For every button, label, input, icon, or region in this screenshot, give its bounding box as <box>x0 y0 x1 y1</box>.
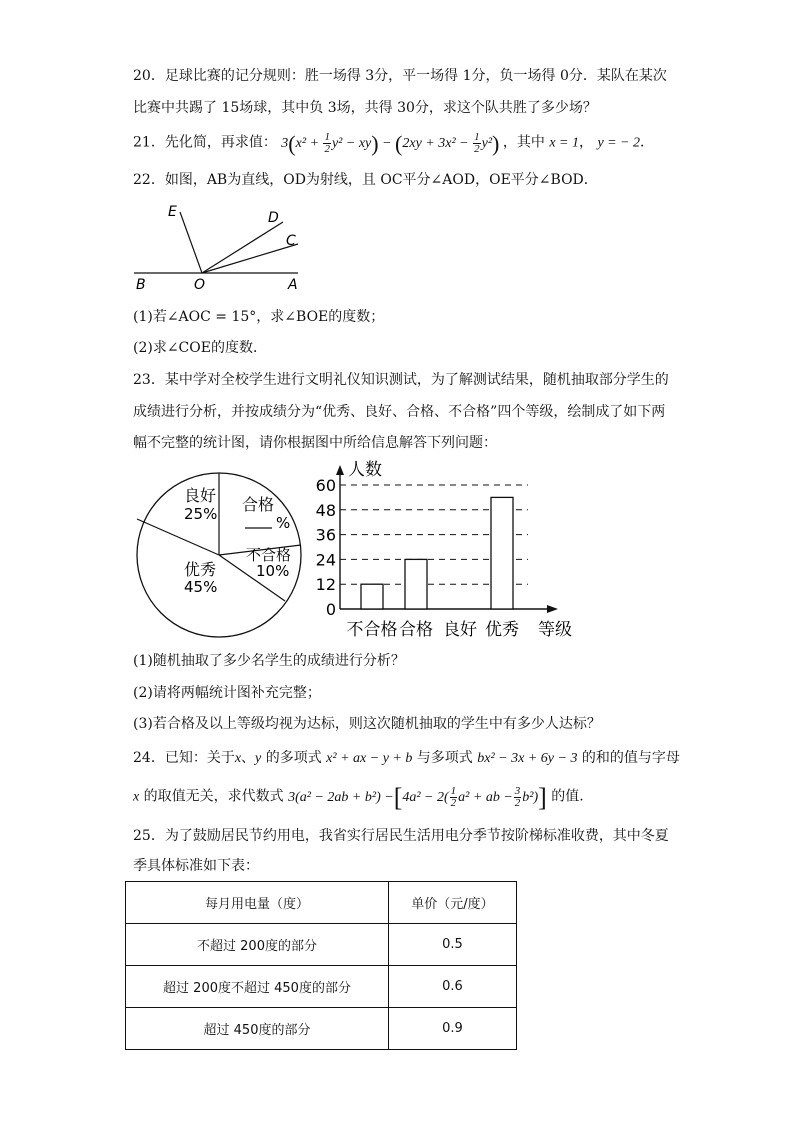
q23-bar-chart <box>315 455 580 645</box>
bar-chart-categories <box>347 620 520 640</box>
ray-oe <box>180 212 202 273</box>
table-cell-usage: 不超过 200度的部分 <box>126 924 389 966</box>
table-cell-price: 0.9 <box>389 1008 517 1050</box>
q24-text-d: 与多项式 <box>412 750 478 766</box>
label-o: O <box>194 277 206 293</box>
q23-sub2: (2)请将两幅统计图补充完整； <box>133 685 321 701</box>
q24-text-end: 的值. <box>546 788 584 805</box>
q21-term-c: 2xy + 3x² − <box>402 135 469 151</box>
ray-od <box>202 222 283 273</box>
label-d: D <box>268 210 279 226</box>
x-axis-arrow <box>547 605 558 613</box>
bar-chart-ticks <box>316 476 336 619</box>
q24-text-f: 的取值无关，求代数式 <box>139 788 289 805</box>
table-header-usage: 每月用电量（度） <box>126 882 389 924</box>
q22-sub1: (1)若∠AOC = 15°，求∠BOE的度数； <box>133 309 385 325</box>
label-e: E <box>168 204 177 220</box>
bar-0 <box>361 584 383 609</box>
x-category-label: 合格 <box>399 620 433 640</box>
pie-fail-pct: 10% <box>256 562 290 580</box>
q23-line3: 幅不完整的统计图，请你根据图中所给信息解答下列问题： <box>133 435 497 451</box>
q24-var-y: y <box>255 751 262 766</box>
y-tick-label: 36 <box>315 525 336 545</box>
q24-poly-2: bx² − 3x + 6y − 3 <box>477 751 578 766</box>
table-row <box>126 924 517 966</box>
q24-text-b: 、 <box>241 750 256 766</box>
q20-line1: 20．足球比赛的记分规则：胜一场得 3分，平一场得 1分，负一场得 0分．某队在某次 <box>133 68 667 84</box>
q20-line2: 比赛中共踢了 15场球，其中负 3场，共得 30分，求这个队共胜了多少场？ <box>133 100 597 116</box>
table-row <box>126 966 517 1008</box>
table-cell-usage: 超过 450度的部分 <box>126 1008 389 1050</box>
bar-3 <box>491 497 513 609</box>
q24-expression: 3(a² − 2ab + b²) −[4a² − 2( $\frac{1}{2}$ a² + ab − $\frac{3}{2}$ b²)] <box>288 782 547 812</box>
q21-frac-1: $\frac{1}{2}$ <box>324 131 330 155</box>
q24-text-a: 24．已知：关于 <box>133 750 235 766</box>
table-cell-price: 0.5 <box>389 924 517 966</box>
y-tick-label: 12 <box>315 575 336 595</box>
q24-var-x2: x <box>133 789 140 805</box>
pie-pass-label: 合格 <box>242 495 275 514</box>
q24-text-e: 的和的值与字母 <box>577 750 680 766</box>
pie-good-label: 良好 <box>184 486 217 505</box>
q21-suffix-a: ，其中 <box>502 134 550 151</box>
q24-line2 <box>133 782 584 812</box>
q21-suffix-b: ， <box>578 134 598 151</box>
label-c: C <box>286 233 296 249</box>
q21-cond-x: x = 1 <box>549 135 579 151</box>
q23-sub3: (3)若合格及以上等级均视为达标，则这次随机抽取的学生中有多少人达标？ <box>133 716 601 732</box>
y-tick-label: 24 <box>315 550 336 570</box>
table-cell-price: 0.6 <box>389 966 517 1008</box>
q22-angle-figure <box>128 200 308 295</box>
y-axis-title: 人数 <box>348 460 382 480</box>
q24-poly-1: x² + ax − y + b <box>326 751 413 766</box>
q21-term-b: y² − xy <box>331 135 372 151</box>
bar-chart-bars <box>361 497 513 609</box>
x-category-label: 良好 <box>443 620 477 640</box>
q23-line1: 23．某中学对全校学生进行文明礼仪知识测试，为了解测试结果，随机抽取部分学生的 <box>133 372 669 388</box>
label-b: B <box>136 277 146 293</box>
y-tick-label: 60 <box>315 476 336 495</box>
q21-frac-2: $\frac{1}{2}$ <box>474 131 480 155</box>
q24-expr-part3: a² + ab − <box>458 789 513 805</box>
q21-minus: − <box>378 135 396 151</box>
table-header-row <box>126 882 517 924</box>
q23-sub1: (1)随机抽取了多少名学生的成绩进行分析？ <box>133 653 405 669</box>
y-axis-arrow <box>336 465 344 475</box>
table-row <box>126 1008 517 1050</box>
q22-text: 22．如图，AB为直线，OD为射线，且 OC平分∠AOD，OE平分∠BOD． <box>133 172 598 188</box>
q24-text-c: 的多项式 <box>261 750 327 766</box>
label-a: A <box>288 277 298 293</box>
pie-pass-pct: % <box>276 514 291 532</box>
pie-good-pct: 25% <box>184 505 218 523</box>
q24-expr-part2: 4a² − 2( <box>402 789 449 805</box>
q23-pie-chart <box>130 466 308 644</box>
q21-expression: 3(x² + $\frac{1}{2}$ y² − xy) − (2xy + 3x² − $\frac{1}{2}$ y²) <box>281 130 500 156</box>
x-category-label: 不合格 <box>346 620 398 640</box>
table-cell-usage: 超过 200度不超过 450度的部分 <box>126 966 389 1008</box>
pie-fail-label: 不合格 <box>246 546 292 564</box>
pie-divider-left <box>137 519 219 555</box>
q21-term-d: y² <box>481 135 493 151</box>
electricity-fee-table <box>125 881 517 1050</box>
x-category-label: 优秀 <box>485 620 519 640</box>
q25-line1: 25．为了鼓励居民节约用电，我省实行居民生活用电分季节按阶梯标准收费，其中冬夏 <box>133 828 669 844</box>
table-header-price: 单价（元/度） <box>389 882 517 924</box>
q21-term-a: x² + <box>295 135 319 151</box>
q25-line2: 季具体标准如下表： <box>133 858 259 874</box>
q23-line2: 成绩进行分析，并按成绩分为“优秀、良好、合格、不合格”四个等级，绘制成了如下两 <box>133 404 666 420</box>
q24-var-x: x <box>234 751 242 766</box>
q24-expr-part4: b²) <box>522 789 539 805</box>
q24-frac-1: $\frac{1}{2}$ <box>450 785 457 809</box>
q21-prefix: 21．先化简，再求值： <box>133 134 277 151</box>
bar-1 <box>405 559 427 609</box>
pie-excellent-label: 优秀 <box>184 560 217 579</box>
y-tick-label: 48 <box>315 500 336 520</box>
q21-cond-y: y = − 2 <box>597 135 641 151</box>
q24-line1 <box>133 748 680 769</box>
q24-expr-part1: 3(a² − 2ab + b²) − <box>288 789 394 805</box>
q21-end: ． <box>640 134 655 151</box>
pie-excellent-pct: 45% <box>184 578 218 596</box>
x-axis-title: 等级 <box>538 620 572 640</box>
q22-sub2: (2)求∠COE的度数． <box>133 340 267 356</box>
q21-line <box>133 132 654 155</box>
ray-oc <box>202 244 298 273</box>
q21-coef: 3 <box>281 135 289 151</box>
y-tick-label: 0 <box>325 600 336 619</box>
q24-frac-2: $\frac{3}{2}$ <box>514 785 521 809</box>
